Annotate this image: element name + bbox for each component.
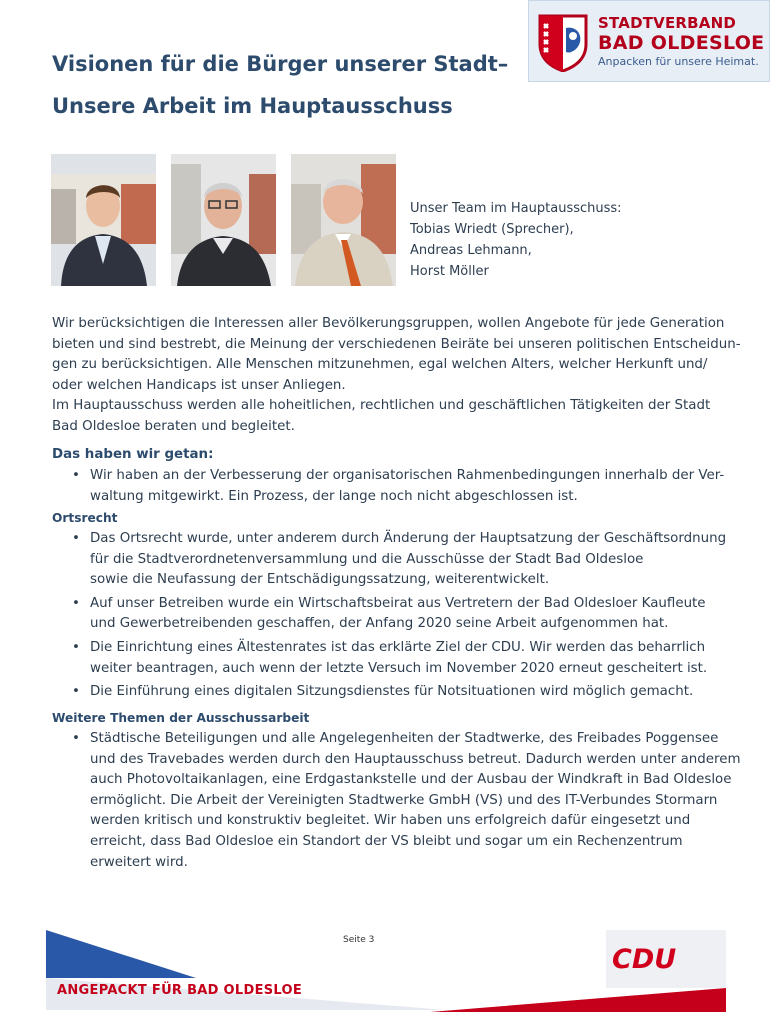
- list-item: [52, 594, 732, 635]
- intro-paragraph: [52, 314, 741, 438]
- list-item-line: ermöglicht. Die Arbeit der Vereinigten Stadtwerke GmbH (VS) und des IT-Verbundes Stormarn: [90, 792, 718, 808]
- bullet-icon: •: [72, 531, 80, 546]
- logo-line1: STADTVERBAND: [598, 14, 737, 32]
- cdu-logo: CDU: [612, 944, 677, 975]
- list-item: [52, 638, 732, 679]
- footer-stripe-right: [430, 930, 730, 1012]
- list-item-line: werden kritisch und konstruktiv begleitet. Wir haben uns erfolgreich dafür eingesetzt und: [90, 813, 691, 829]
- list-item-line: und des Travebades werden durch den Hauptausschuss betreut. Dadurch werden unter anderem: [90, 751, 741, 767]
- list-item: [52, 729, 741, 873]
- bullet-icon: •: [72, 595, 80, 611]
- list-item-line: Die Einrichtung eines Ältestenrates ist das erklärte Ziel der CDU. Wir werden das beharrlich: [90, 639, 706, 655]
- page-subtitle: Unsere Arbeit im Hauptausschuss: [52, 94, 453, 118]
- list-item-line: Das Ortsrecht wurde, unter anderem durch Änderung der Hauptsatzung der Geschäftsordnung: [90, 531, 727, 546]
- list-item-line: Städtische Beteiligungen und alle Angelegenheiten der Stadtwerke, des Freibades Poggensee: [90, 731, 719, 746]
- section-heading-done: Das haben wir getan:: [52, 447, 214, 462]
- stadtverband-logo: [528, 0, 770, 82]
- logo-line2: BAD OLDESLOE: [598, 32, 765, 54]
- bullet-icon: •: [72, 639, 80, 655]
- list-item-line: erreicht, dass Bad Oldesloe ein Standort der VS bleibt und sogar um ein Rechenzentrum: [90, 833, 683, 849]
- photo-andreas-lehmann: [171, 154, 276, 286]
- bullet-icon: •: [72, 468, 80, 483]
- list-item-line: für die Stadtverordnetenversammlung und die Ausschüsse der Stadt Bad Oldesloe: [90, 551, 644, 567]
- list-item-line: erweitert wird.: [90, 854, 188, 870]
- section1-list: [52, 466, 732, 507]
- section-heading-weitere-themen: Weitere Themen der Ausschussarbeit: [52, 711, 310, 725]
- bullet-icon: •: [72, 731, 80, 746]
- intro-line: Im Hauptausschuss werden alle hoheitlichen, rechtlichen und geschäftlichen Tätigkeiten der Stadt: [52, 398, 711, 414]
- list-item: [52, 529, 732, 591]
- page-title: Visionen für die Bürger unserer Stadt–: [52, 52, 509, 76]
- intro-line: gen zu berücksichtigen. Alle Menschen mitzunehmen, egal welchen Alters, welcher Herkunft und/: [52, 357, 708, 373]
- team-member: Horst Möller: [410, 264, 489, 279]
- intro-line: Wir berücksichtigen die Interessen aller Bevölkerungsgruppen, wollen Angebote für jede Generation: [52, 316, 725, 331]
- list-item-line: auch Photovoltaikanlagen, eine Erdgastankstelle und der Ausbau der Windkraft in Bad Oldesloe: [90, 772, 732, 788]
- intro-line: bieten und sind bestrebt, die Meinung der verschiedenen Beiräte bei unseren politischen Entscheidun-: [52, 336, 741, 352]
- list-item-line: Die Einführung eines digitalen Sitzungsdienstes für Notsituationen wird möglich gemacht.: [90, 684, 694, 700]
- footer-stripe-left: [46, 930, 446, 1010]
- list-item-line: weiter beantragen, auch wenn der letzte Versuch im November 2020 erneut gescheitert ist.: [90, 660, 708, 676]
- photo-horst-moeller: [291, 154, 396, 286]
- intro-line: oder welchen Handicaps ist unser Anliegen.: [52, 377, 346, 393]
- section3-list: [52, 729, 741, 873]
- team-member: Andreas Lehmann,: [410, 243, 532, 258]
- intro-line: Bad Oldesloe beraten und begleitet.: [52, 418, 295, 434]
- section-heading-ortsrecht: Ortsrecht: [52, 511, 118, 525]
- list-item-line: und Gewerbetreibenden geschaffen, der Anfang 2020 seine Arbeit aufgenommen hat.: [90, 616, 669, 632]
- page-number: Seite 3: [343, 935, 375, 945]
- logo-tagline: Anpacken für unsere Heimat.: [598, 55, 759, 68]
- bullet-icon: •: [72, 684, 80, 700]
- list-item-line: sowie die Neufassung der Entschädigungssatzung, weiterentwickelt.: [90, 572, 550, 588]
- team-list: [410, 198, 622, 282]
- list-item-line: Wir haben an der Verbesserung der organisatorischen Rahmenbedingungen innerhalb der Ver-: [90, 468, 725, 483]
- list-item-line: waltung mitgewirkt. Ein Prozess, der lange noch nicht abgeschlossen ist.: [90, 488, 578, 504]
- team-member: Tobias Wriedt (Sprecher),: [410, 222, 574, 237]
- list-item: [52, 466, 732, 507]
- list-item-line: Auf unser Betreiben wurde ein Wirtschaftsbeirat aus Vertretern der Bad Oldesloer Kaufleute: [90, 595, 706, 611]
- coat-of-arms-icon: [538, 14, 588, 72]
- team-heading: Unser Team im Hauptausschuss:: [410, 201, 622, 216]
- photo-tobias-wriedt: [51, 154, 156, 286]
- footer-slogan: ANGEPACKT FÜR BAD OLDESLOE: [57, 983, 303, 998]
- list-item: [52, 682, 732, 703]
- section2-list: [52, 529, 732, 703]
